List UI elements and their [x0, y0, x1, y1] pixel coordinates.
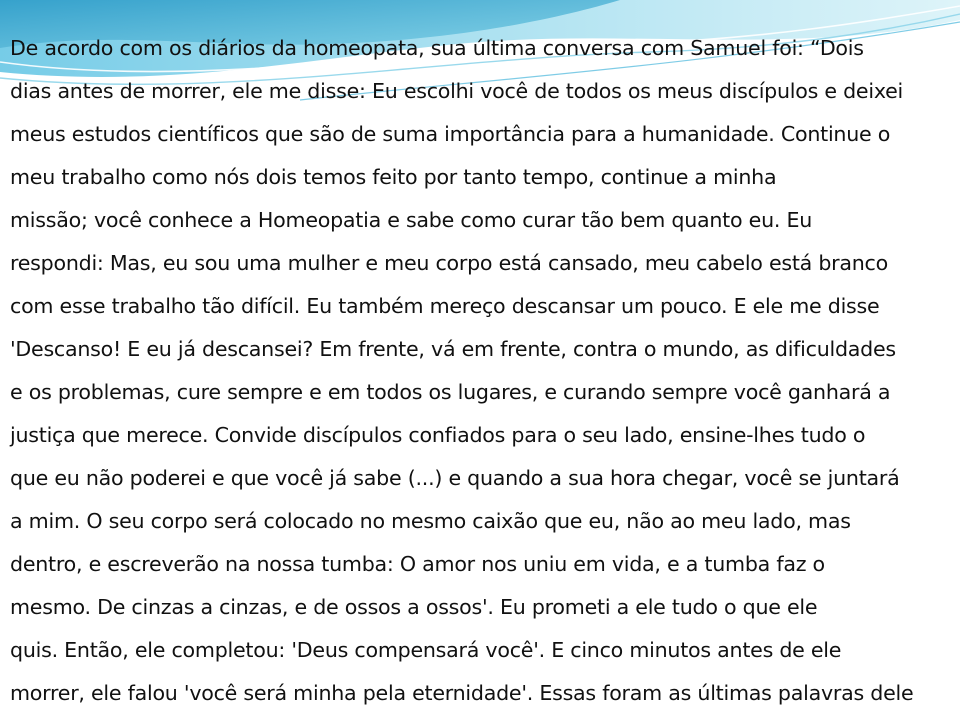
text-line: dias antes de morrer, ele me disse: Eu escolhi você de todos os meus discípulos e deixei	[10, 79, 904, 103]
text-line: 'Descanso! E eu já descansei? Em frente, vá em frente, contra o mundo, as dificuldades	[10, 337, 896, 361]
text-line: meu trabalho como nós dois temos feito por tanto tempo, continue a minha	[10, 165, 777, 189]
text-line: meus estudos científicos que são de suma importância para a humanidade. Continue o	[10, 122, 891, 146]
text-line: missão; você conhece a Homeopatia e sabe como curar tão bem quanto eu. Eu	[10, 208, 813, 232]
text-line: com esse trabalho tão difícil. Eu também mereço descansar um pouco. E ele me disse	[10, 294, 880, 318]
text-line: justiça que merece. Convide discípulos confiados para o seu lado, ensine-lhes tudo o	[10, 423, 866, 447]
text-line: De acordo com os diários da homeopata, sua última conversa com Samuel foi: “Dois	[10, 36, 864, 60]
body-text	[10, 27, 956, 715]
text-line: que eu não poderei e que você já sabe (...) e quando a sua hora chegar, você se juntará	[10, 466, 900, 490]
text-line: mesmo. De cinzas a cinzas, e de ossos a ossos'. Eu prometi a ele tudo o que ele	[10, 595, 818, 619]
text-line: respondi: Mas, eu sou uma mulher e meu corpo está cansado, meu cabelo está branco	[10, 251, 888, 275]
text-line: a mim. O seu corpo será colocado no mesmo caixão que eu, não ao meu lado, mas	[10, 509, 851, 533]
text-line: e os problemas, cure sempre e em todos os lugares, e curando sempre você ganhará a	[10, 380, 891, 404]
text-line: quis. Então, ele completou: 'Deus compensará você'. E cinco minutos antes de ele	[10, 638, 842, 662]
text-line: dentro, e escreverão na nossa tumba: O amor nos uniu em vida, e a tumba faz o	[10, 552, 825, 576]
text-line: morrer, ele falou 'você será minha pela eternidade'. Essas foram as últimas palavras dele	[10, 681, 914, 705]
